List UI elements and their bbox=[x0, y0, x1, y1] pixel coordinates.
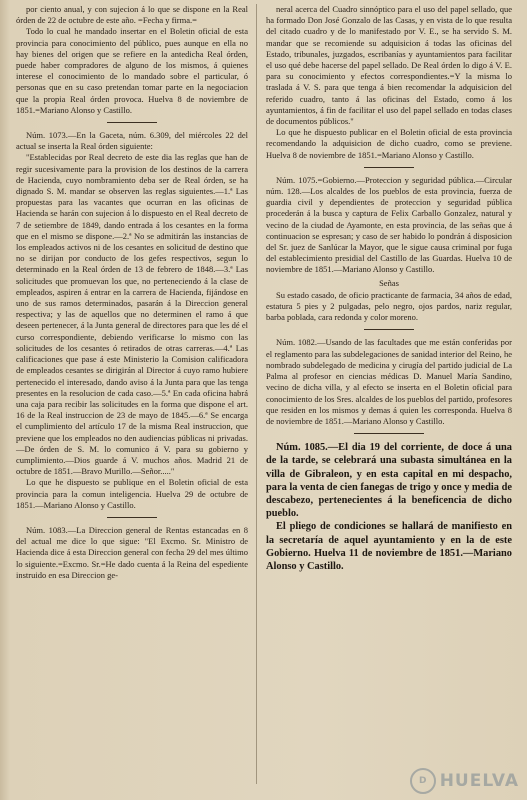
paragraph-notice: Todo lo cual he mandado insertar en el Boletin oficial de esta provincia para conocimiento del público, pues aunque en ella no hay bienes del origen que se refiere en la antedicha Real órden, puede haber compradores de alguno de los mismos, á quienes interese el conocimiento de lo mandado sobre el particular, ó personas que en su caso pretendan tomar parte en la negociacion que la propia Real órden provoca. Huelva 8 de noviembre de 1851.=Mariano Alonso y Castillo. bbox=[16, 26, 248, 115]
seal-icon: D bbox=[410, 768, 436, 794]
notice-1085-conditions: El pliego de condiciones se hallará de manifiesto en la secretaría de aquel ayuntamiento y en la de este Gobierno. Huelva 11 de noviembre de 1851.—Mariano Alonso y Castillo. bbox=[266, 521, 512, 572]
paragraph-continuation: por ciento anual, y con sujecion á lo que se dispone en la Real órden de 22 de octubre de este año. =Fecha y firma.= bbox=[16, 4, 248, 26]
section-divider bbox=[107, 122, 157, 123]
paragraph-continuation: neral acerca del Cuadro sinnóptico para el uso del papel sellado, que ha formado Don José Gonzalo de las Casas, y en vista de lo que resulta del citado cuadro y de lo manifestado por V. E., se ha servido S. M. mandar que se recomiende su adquisicion á todas las oficinas del Estado, tribunales, juzgados, escribanías y ayuntamientos para facilitar el uso qué debe hacerse del papel sellado. De Real órden lo digo á V. E. para su conocimiento y efectos correspondientes.=Y la misma lo traslada á V. S. para que tenga á bien recomendar la adquisicion del referido cuadro, tanto á las oficinas del Estado, como á los ayuntamientos, á fin de facilitar el uso del papel sellado en todas clases de documentos públicos." bbox=[266, 4, 512, 127]
senas-heading: Señas bbox=[379, 277, 399, 288]
section-divider bbox=[354, 433, 424, 434]
right-column bbox=[266, 4, 512, 573]
senas-body: Su estado casado, de oficio practicante de farmacia, 34 años de edad, estatura 5 pies y 2 pulgadas, pelo negro, ojos pardos, nariz regular, barba poblada, cara redonda y color moreno. bbox=[266, 289, 512, 323]
watermark-text: HUELVA bbox=[439, 771, 519, 791]
section-divider bbox=[107, 517, 157, 518]
section-divider bbox=[364, 167, 414, 168]
notice-1075: Núm. 1075.=Gobierno.—Proteccion y seguridad pública.—Circular núm. 128.—Los alcaldes de los pueblos de esta provincia, fuerza de guardia civil y dependientes de proteccion y seguridad pública procederán á la busca y captura de Felix Carballo Gonzalez, natural y vecino de la ciudad de Ayamonte, en esta provincia, de las señas que á continuacion se espresan; y caso de ser habido lo pondrán á disposicion del Sr. juez de Sanlúcar la Mayor, que le sigue causa criminal por fuga del establecimiento presidial del Castillo de las Guardas. Huelva 10 de noviembre de 1851.—Mariano Alonso y Castillo. bbox=[266, 174, 512, 275]
notice-1073-body: "Establecidas por Real decreto de este dia las reglas que han de regir sucesivamente para la provision de los destinos de la carrera de Hacienda, cuyo nombramiento deba ser de Real órden, se ha dignado S. M. mandar se observen las reglas siguientes.—1.ª Las propuestas para las vacantes que ocurran en las oficinas de Hacienda se harán con sujecion á lo dispuesto en el Real decreto de 7 de setiembre de 1849, dando entrada á los cesantes en la forma que en el mismo se dispone.—2.ª No se admitirán las instancias de los empleados activos ni de los cesantes en solicitud de destino que no se dirijan por conducto de los gefes respectivos, segun lo determinado en la Real órden de 13 de febrero de 1848.—3.ª Las solicitudes que promuevan los que, no perteneciendo á la clase de empleados, aspiren á entrar en la carrera de Hacienda, fijándose en uno de sus ramos determinados, pasarán á la Direccion general respectiva; y las de aquellos que no determinen el ramo á que deseen pertenecer, á la Junta general de directores para que les dé el curso correspondiente, debiendo verificarse lo mismo con las solicitudes de los cesantes ó retirados de otras carreras.—4.ª Las calificaciones que pase á este Ministerio la Comision calificadora de empleados cesantes se dirigirán al Director á cuyo ramo hubiere pertenecido el interesado, dando aviso á la Junta para que las tenga presentes en la resolucion de cada caso.—5.ª En cada oficina habrá una caja para recibir las solicitudes en la forma que dispone el art. 16 de la Real instruccion de 23 de mayo de 1845.—6.ª Se encarga el cumplimiento del artículo 17 de la misma Real instruccion, que previene que los empleados no den audiencias públicas ni privadas.—De órden de S. M. lo comunico á V. para su gobierno y cumplimiento.—Dios guarde á V. muchos años. Madrid 21 de octubre de 1851.—Bravo Murillo.—Señor....." bbox=[16, 152, 248, 477]
notice-1082: Núm. 1082.—Usando de las facultades que me están conferidas por el reglamento para las subdelegaciones de sanidad interior del Reino, he nombrado subdelegado de medicina y cirugía del partido judicial de La Palma al profesor en ciencias médicas D. Manuel María Sandino, vecino de dicha villa, y al efecto se inserta en el Boletin oficial para conocimiento de los Sres. alcaldes de los pueblos del partido, profesores que residen en los mismos y demas á quien les corresponda. Huelva 8 de noviembre de 1851.—Mariano Alonso y Castillo. bbox=[266, 337, 512, 426]
column-rule bbox=[256, 4, 257, 784]
paragraph-notice: Lo que he dispuesto publicar en el Boletin oficial de esta provincia recomendando la adquisicion de dicho cuadro, como se previene. Huelva 8 de noviembre de 1851.=Mariano Alonso y Castillo. bbox=[266, 127, 512, 160]
section-divider bbox=[364, 329, 414, 330]
archive-watermark bbox=[410, 768, 519, 794]
left-column bbox=[16, 4, 248, 581]
notice-1073-tail: Lo que he dispuesto se publique en el Boletin oficial de esta provincia para la comun inteligencia. Huelva 29 de octubre de 1851.—Mariano Alonso y Castillo. bbox=[16, 477, 248, 510]
notice-1073-heading: Núm. 1073.—En la Gaceta, núm. 6.309, del miércoles 22 del actual se inserta la Real órden siguiente: bbox=[16, 130, 248, 152]
notice-1085-auction: Núm. 1085.—El dia 19 del corriente, de doce á una de la tarde, se celebrará una subasta simultánea en la villa de Gibraleon, y en esta capital en mi despacho, para la venta de cien fanegas de trigo y once y media de descabezo, pertenecientes á la beneficencia de dicho pueblo. bbox=[266, 442, 512, 520]
notice-1083: Núm. 1083.—La Direccion general de Rentas estancadas en 8 del actual me dice lo que sigue: "El Excmo. Sr. Ministro de Hacienda dice á esta Direccion general con fecha 29 del mes último lo siguiente.=Excmo. Sr.=He dado cuenta á la Reina del espediente instruido en esa Direccion ge- bbox=[16, 524, 248, 580]
